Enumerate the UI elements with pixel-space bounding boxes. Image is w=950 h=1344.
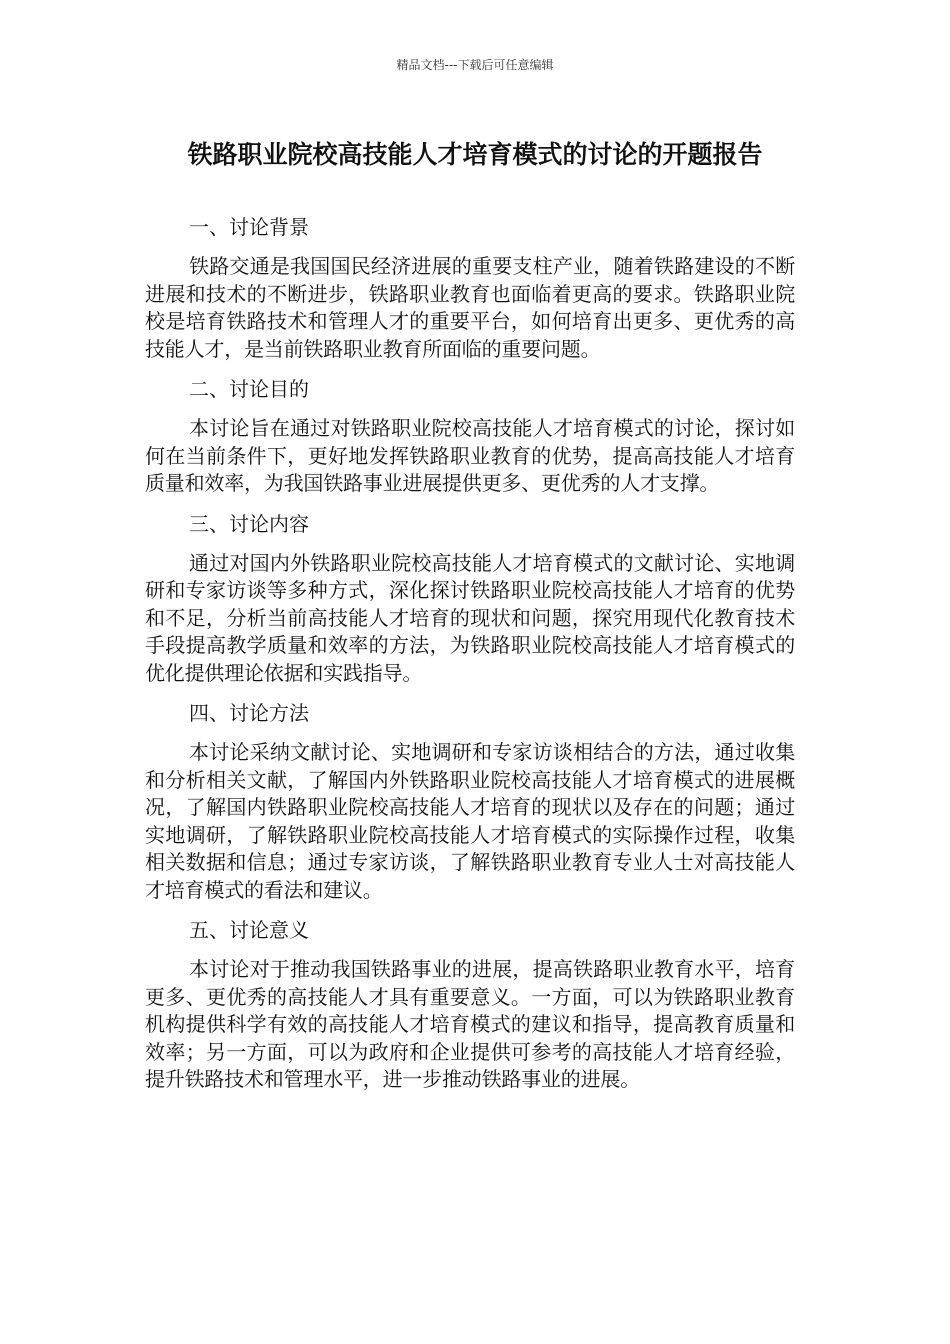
section-background [145,213,795,363]
section-heading: 三、讨论内容 [189,511,309,536]
section-paragraph: 本讨论采纳文献讨论、实地调研和专家访谈相结合的方法，通过收集和分析相关文献，了解国内外铁路职业院校高技能人才培育模式的进展概况，了解国内铁路职业院校高技能人才培育的现状以及存在的问题；通过实地调研，了解铁路职业院校高技能人才培育模式的实际操作过程，收集相关数据和信息；通过专家访谈，了解铁路职业教育专业人士对高技能人才培育模式的看法和建议。 [145,740,795,902]
section-purpose [145,375,795,498]
section-heading: 五、讨论意义 [189,918,309,942]
document-body [145,213,795,1106]
section-method [145,699,795,904]
section-heading: 二、讨论目的 [189,377,309,401]
section-paragraph: 通过对国内外铁路职业院校高技能人才培育模式的文献讨论、实地调研和专家访谈等多种方式，深化探讨铁路职业院校高技能人才培育的优势和不足，分析当前高技能人才培育的现状和问题，探究用现代化教育技术手段提高教学质量和效率的方法，为铁路职业院校高技能人才培育模式的优化提供理论依据和实践指导。 [145,550,795,685]
section-paragraph: 本讨论旨在通过对铁路职业院校高技能人才培育模式的讨论，探讨如何在当前条件下，更好地发挥铁路职业教育的优势，提高高技能人才培育质量和效率，为我国铁路事业进展提供更多、更优秀的人才支撑。 [145,416,795,495]
section-paragraph: 本讨论对于推动我国铁路事业的进展，提高铁路职业教育水平，培育更多、更优秀的高技能人才具有重要意义。一方面，可以为铁路职业教育机构提供科学有效的高技能人才培育模式的建议和指导，提高教育质量和效率；另一方面，可以为政府和企业提供可参考的高技能人才培育经验，提升铁路技术和管理水平，进一步推动铁路事业的进展。 [145,957,795,1091]
section-heading: 一、讨论背景 [189,215,309,239]
page-header-watermark: 精品文档---下载后可任意编辑 [396,58,554,72]
document-title: 铁路职业院校高技能人才培育模式的讨论的开题报告 [187,140,763,169]
section-significance [145,916,795,1094]
section-content [145,510,795,688]
section-heading: 四、讨论方法 [189,701,309,725]
section-paragraph: 铁路交通是我国国民经济进展的重要支柱产业，随着铁路建设的不断进展和技术的不断进步，铁路职业教育也面临着更高的要求。铁路职业院校是培育铁路技术和管理人才的重要平台，如何培育出更多、更优秀的高技能人才，是当前铁路职业教育所面临的重要问题。 [145,254,795,361]
